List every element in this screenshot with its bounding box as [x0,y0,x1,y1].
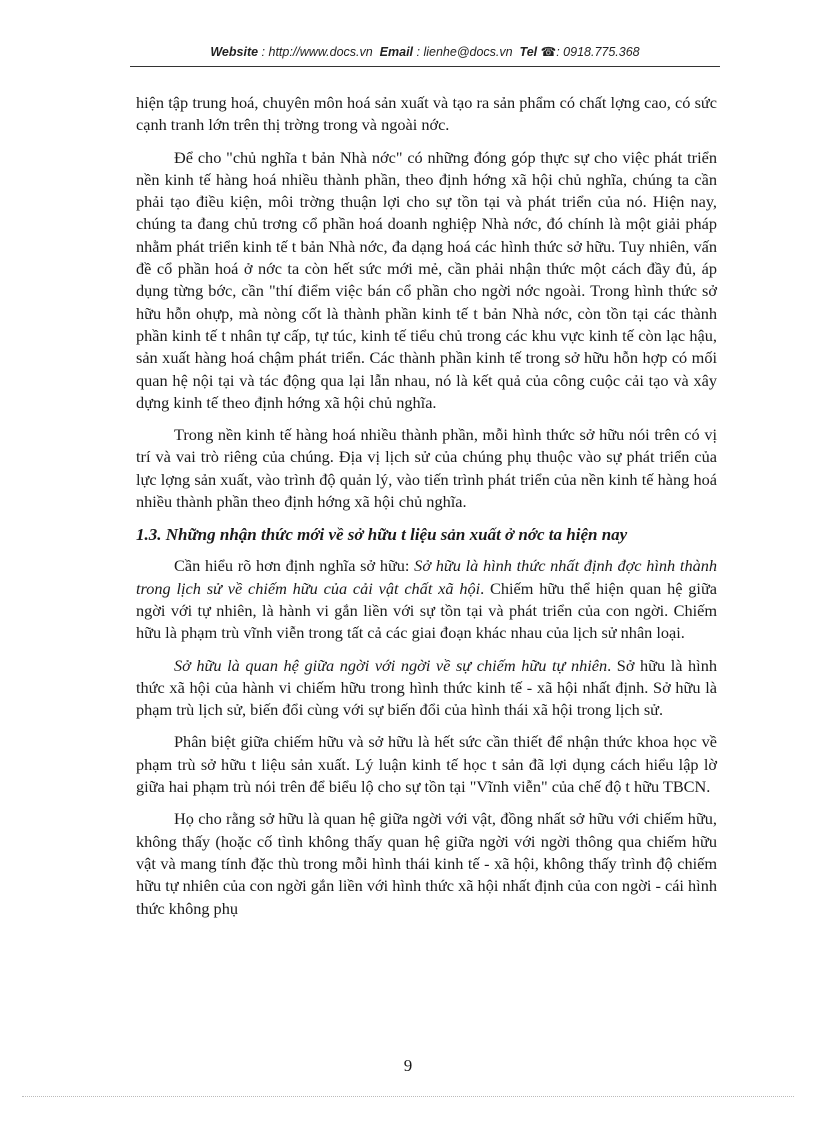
website-url[interactable]: : http://www.docs.vn [261,45,373,59]
tel-number: : 0918.775.368 [556,45,640,59]
page-number: 9 [403,1056,413,1075]
paragraph-2: Để cho "chủ nghĩa t bản Nhà nớc" có những đóng góp thực sự cho việc phát triển nền kinh tế hàng hoá nhiều thành phần, theo định hớng xã hội chủ nghĩa, chúng ta cần phải tạo điều kiện, môi trờng thuận lợi cho sự tồn tại và phát triển của nó. Hiện nay, chúng ta đang chủ trơng cổ phần hoá doanh nghiệp Nhà nớc, đó chính là một giải pháp nhằm phát triển kinh tế t bản Nhà nớc, đa dạng hoá các hình thức sở hữu. Tuy nhiên, vấn đề cổ phần hoá ở nớc ta còn hết sức mới mẻ, cần phải nhận thức một cách đầy đủ, áp dụng từng bớc, cần "thí điểm việc bán cổ phần cho ngời nớc ngoài. Trong hình thức sở hữu hỗn ohựp, mà nòng cốt là thành phần kinh tế t bản Nhà nớc, còn tồn tại các thành phần kinh tế t nhân tự cấp, tự túc, kinh tế tiểu chủ trong các khu vực kinh tế còn lạc hậu, sản xuất hàng hoá chậm phát triển. Các thành phần kinh tế trong sở hữu hỗn hợp có mối quan hệ nội tại và tác động qua lại lẫn nhau, nó là kết quả của công cuộc cải tạo và xây dựng kinh tế theo định hớng xã hội chủ nghĩa. [136,147,717,412]
email-address[interactable]: : lienhe@docs.vn [416,45,513,59]
document-body [136,92,717,930]
section-heading: 1.3. Những nhận thức mới về sở hữu t liệu sản xuất ở nớc ta hiện nay [136,525,628,545]
paragraph-5 [136,655,717,722]
paragraph-7: Họ cho rằng sở hữu là quan hệ giữa ngời với vật, đồng nhất sở hữu với chiếm hữu, không thấy (hoặc cố tình không thấy quan hệ giữa ngời với ngời thông qua chiếm hữu vật và mang tính đặc thù trong mỗi hình thái kinh tế - xã hội, không thấy trình độ chiếm hữu tự nhiên của con ngời gắn liền với hình thức xã hội nhất định của con ngời - cái hình thức không phụ [136,809,717,918]
paragraph-4-start: Cần hiểu rõ hơn định nghĩa sở hữu: [174,556,415,576]
paragraph-6: Phân biệt giữa chiếm hữu và sở hữu là hết sức cần thiết để nhận thức khoa học về phạm trù sở hữu t liệu sản xuất. Lý luận kinh tế học t sản đã lợi dụng cách hiểu lập lờ giữa hai phạm trù nói trên để biểu lộ cho sự tồn tại "Vĩnh viễn" của chế độ t hữu TBCN. [136,732,717,797]
email-label: Email [379,45,414,59]
ownership-relation-definition: Sở hữu là quan hệ giữa ngời với ngời về sự chiếm hữu tự nhiên [174,655,608,675]
paragraph-1: hiện tập trung hoá, chuyên môn hoá sản xuất và tạo ra sản phẩm có chất lợng cao, có sức cạnh tranh lớn trên thị trờng trong và ngoài nớc. [136,93,717,135]
header-divider [130,66,720,67]
tel-label: Tel [519,45,538,59]
paragraph-3: Trong nền kinh tế hàng hoá nhiều thành phần, mỗi hình thức sở hữu nói trên có vị trí và vai trò riêng của chúng. Địa vị lịch sử của chúng phụ thuộc vào sự phát triển của lực lợng sản xuất, vào trình độ quản lý, vào tiến trình phát triển của nền kinh tế hàng hoá nhiều thành phần theo định hớng xã hội chủ nghĩa. [136,425,717,512]
footer-divider [22,1096,794,1097]
paragraph-5-end: . Sở hữu là hình thức xã hội của hành vi chiếm hữu trong hình thức kinh tế - xã hội nhất định. Sở hữu là phạm trù lịch sử, biến đổi cùng với sự biến đổi của hình thái xã hội trong lịch sử. [136,655,717,720]
paragraph-4-end: . Chiếm hữu thể hiện quan hệ giữa ngời với tự nhiên, là hành vi gắn liền với sự tồn tại và phát triển của con ngời. Chiếm hữu là phạm trù vĩnh viễn trong tất cả các giai đoạn khác nhau của lịch sử nhân loại. [136,578,718,643]
website-label: Website [210,45,259,59]
page-header [130,44,720,59]
paragraph-4 [136,555,717,644]
telephone-icon: ☎ [540,45,557,59]
ownership-definition: Sở hữu là hình thức nhất định đợc hình thành trong lịch sử về chiếm hữu của cải vật chất xã hội [136,556,718,598]
